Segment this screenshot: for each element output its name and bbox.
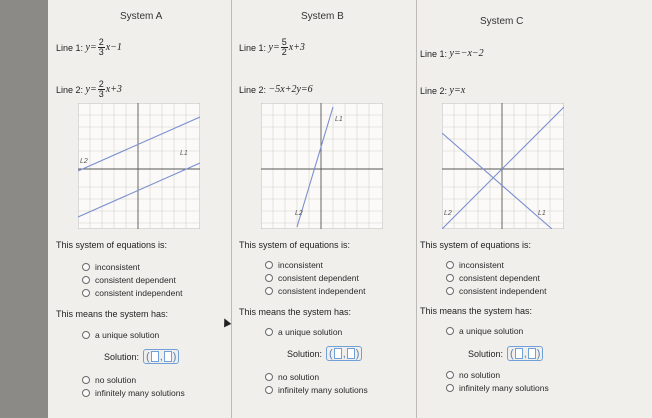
system-b-line2: Line 2: −5x+2y=6 bbox=[239, 84, 313, 95]
system-a-option-infinite[interactable]: infinitely many solutions bbox=[82, 388, 185, 398]
system-b-option-inconsistent[interactable]: inconsistent bbox=[265, 260, 323, 270]
radio-icon[interactable] bbox=[82, 276, 90, 284]
system-c-option-unique[interactable]: a unique solution bbox=[446, 326, 523, 336]
system-c-option-consistent-independent[interactable]: consistent independent bbox=[446, 286, 546, 296]
system-a-option-inconsistent[interactable]: inconsistent bbox=[82, 262, 140, 272]
radio-icon[interactable] bbox=[446, 371, 454, 379]
system-a-line1: Line 1: y= $\frac{2}{3}$ x−1 bbox=[56, 37, 122, 57]
system-a-option-consistent-dependent[interactable]: consistent dependent bbox=[82, 275, 176, 285]
system-c-title: System C bbox=[480, 16, 524, 27]
system-a-line2: Line 2: y= $\frac{2}{3}$ x+3 bbox=[56, 79, 122, 99]
y-input-box[interactable] bbox=[164, 351, 172, 362]
radio-icon[interactable] bbox=[82, 289, 90, 297]
system-a-means: This means the system has: bbox=[56, 309, 169, 319]
system-a-column bbox=[48, 0, 232, 418]
svg-text:L1: L1 bbox=[538, 210, 546, 217]
system-b-graph bbox=[261, 103, 383, 229]
worksheet bbox=[48, 0, 652, 418]
radio-icon[interactable] bbox=[446, 261, 454, 269]
system-c-line1: Line 1: y=−x−2 bbox=[420, 48, 484, 59]
radio-icon[interactable] bbox=[82, 389, 90, 397]
system-c-column bbox=[416, 0, 652, 418]
svg-text:L2: L2 bbox=[444, 210, 452, 217]
system-a-title: System A bbox=[120, 11, 163, 22]
svg-text:L1: L1 bbox=[180, 150, 188, 157]
system-b-option-unique[interactable]: a unique solution bbox=[265, 327, 342, 337]
system-a-solution: Solution: ( , ) bbox=[104, 349, 179, 364]
system-c-question: This system of equations is: bbox=[420, 240, 532, 250]
radio-icon[interactable] bbox=[265, 328, 273, 336]
system-b-line1: Line 1: y= $\frac{5}{2}$ x+3 bbox=[239, 37, 305, 57]
radio-icon[interactable] bbox=[265, 373, 273, 381]
radio-icon[interactable] bbox=[265, 274, 273, 282]
system-a-question: This system of equations is: bbox=[56, 240, 168, 250]
system-b-means: This means the system has: bbox=[239, 307, 352, 317]
radio-icon[interactable] bbox=[446, 287, 454, 295]
system-c-solution: Solution: ( , ) bbox=[468, 346, 543, 361]
system-a-option-unique[interactable]: a unique solution bbox=[82, 330, 159, 340]
system-b-option-consistent-independent[interactable]: consistent independent bbox=[265, 286, 365, 296]
radio-icon[interactable] bbox=[446, 327, 454, 335]
y-input-box[interactable] bbox=[347, 348, 355, 359]
system-b-option-consistent-dependent[interactable]: consistent dependent bbox=[265, 273, 359, 283]
system-c-option-inconsistent[interactable]: inconsistent bbox=[446, 260, 504, 270]
system-a-graph bbox=[78, 103, 200, 229]
system-b-solution: Solution: ( , ) bbox=[287, 346, 362, 361]
system-b-option-no-solution[interactable]: no solution bbox=[265, 372, 319, 382]
y-input-box[interactable] bbox=[528, 348, 536, 359]
system-c-option-infinite[interactable]: infinitely many solutions bbox=[446, 383, 549, 393]
svg-text:L2: L2 bbox=[80, 158, 88, 165]
system-b-column bbox=[231, 0, 417, 418]
radio-icon[interactable] bbox=[446, 274, 454, 282]
system-c-line2: Line 2: y=x bbox=[420, 85, 466, 96]
system-a-option-no-solution[interactable]: no solution bbox=[82, 375, 136, 385]
radio-icon[interactable] bbox=[446, 384, 454, 392]
radio-icon[interactable] bbox=[265, 261, 273, 269]
svg-text:L1: L1 bbox=[335, 116, 343, 123]
system-a-option-consistent-independent[interactable]: consistent independent bbox=[82, 288, 182, 298]
radio-icon[interactable] bbox=[265, 386, 273, 394]
x-input-box[interactable] bbox=[515, 348, 523, 359]
x-input-box[interactable] bbox=[334, 348, 342, 359]
radio-icon[interactable] bbox=[265, 287, 273, 295]
system-c-option-no-solution[interactable]: no solution bbox=[446, 370, 500, 380]
system-c-graph bbox=[442, 103, 564, 229]
system-c-means: This means the system has: bbox=[420, 306, 533, 316]
system-c-option-consistent-dependent[interactable]: consistent dependent bbox=[446, 273, 540, 283]
radio-icon[interactable] bbox=[82, 263, 90, 271]
svg-text:L2: L2 bbox=[295, 210, 303, 217]
x-input-box[interactable] bbox=[151, 351, 159, 362]
system-c-solution-input[interactable]: ( , ) bbox=[507, 346, 543, 361]
system-a-solution-input[interactable]: ( , ) bbox=[143, 349, 179, 364]
radio-icon[interactable] bbox=[82, 376, 90, 384]
system-b-solution-input[interactable]: ( , ) bbox=[326, 346, 362, 361]
radio-icon[interactable] bbox=[82, 331, 90, 339]
system-b-option-infinite[interactable]: infinitely many solutions bbox=[265, 385, 368, 395]
system-b-question: This system of equations is: bbox=[239, 240, 351, 250]
system-b-title: System B bbox=[301, 11, 344, 22]
